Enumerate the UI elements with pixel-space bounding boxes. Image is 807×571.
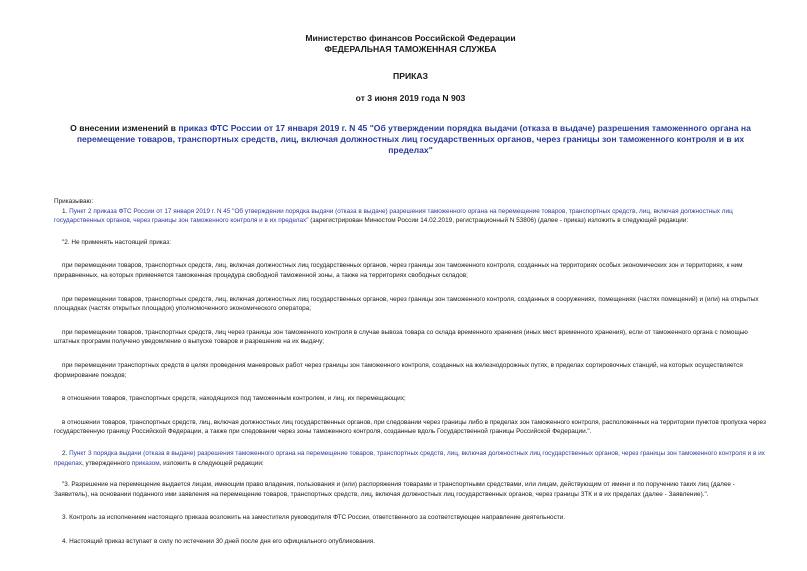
case-paragraph: в отношении товаров, транспортных средств, лиц, включая должностных лиц государственных органов, при следовании через границы либо в пределах зон таможенного контроля, расположенных на территории пунктов пропуска через государственную границу Российской Федерации, а также при следовании через зоны таможенного контроля, созданные вдоль Государственной границы Российской Федерации.". (54, 418, 766, 436)
item-2-number: 2. (62, 449, 70, 457)
paragraph-item-3: 3. Контроль за исполнением настоящего приказа возложить на заместителя руководителя ФТС России, ответственного за соответствующее направление деятельности. (62, 514, 566, 522)
item-1-link[interactable]: Пункт 2 приказа ФТС России от 17 января 2019 г. N 45 "Об утверждении порядка выдачи (отказа в выдаче) разрешения таможенного органа на перемещение товаров, транспортных средств, лиц, включая должностных лиц государственных органов, через границы зон таможенного контроля и в их пределах" (54, 207, 733, 225)
document-heading (64, 123, 757, 156)
item-2-mid: , утвержденного (81, 459, 132, 467)
case-paragraph: при перемещении товаров, транспортных средств, лиц через границы зон таможенного контроля в случае вывоза товара со склада временного хранения (иных мест временного хранения), если от таможенного органа с помощью штатных программ получено уведомление о выпуске товаров и разрешение на их выдачу; (54, 328, 748, 346)
case-paragraph: при перемещении товаров, транспортных средств, лиц, включая должностных лиц государственных органов, через границы зон таможенного контроля, созданных на территориях особых экономических зон и территориях, к ним приравненных, на которых применяется таможенная процедура свободной таможенной зоны, а также на территориях свободных складов; (54, 262, 743, 279)
service-name: ФЕДЕРАЛЬНАЯ ТАМОЖЕННАЯ СЛУЖБА (324, 44, 497, 54)
item-2-link[interactable]: Пункт 3 порядка выдачи (отказа в выдаче) разрешения таможенного органа на перемещение товаров, транспортных средств, лиц, включая должностных лиц государственных органов, через границы зон таможенного контроля и в их пределах (54, 449, 765, 467)
paragraph-item-4: 4. Настоящий приказ вступает в силу по истечении 30 дней после дня его официального опубликования. (62, 537, 376, 545)
ministry-name: Министерство финансов Российской Федерации (305, 33, 516, 43)
paragraph-item-1 (54, 207, 767, 226)
paragraph-item-2 (54, 449, 767, 468)
heading-order-link[interactable]: приказ ФТС России от 17 января 2019 г. N 45 "Об утверждении порядка выдачи (отказа в выдаче) разрешения таможенного органа на перемещение товаров, транспортных средств, лиц, включая должностных лиц государственных органов, через границы зон таможенного контроля и в их пределах" (76, 123, 751, 155)
heading-prefix: О внесении изменений в (70, 123, 179, 133)
item-1-text: (зарегистрирован Минюстом России 14.02.2019, регистрационный N 53806) (далее - приказ) изложить в следующей редакции: (308, 217, 689, 225)
intro-text: Приказываю: (54, 198, 94, 205)
item-2-text: , изложить в следующей редакции: (159, 459, 264, 467)
case-paragraph: при перемещении товаров, транспортных средств, лиц, включая должностных лиц государственных органов, через границы зон таможенного контроля, созданных в сооружениях, помещениях (частях помещений) и (или) на открытых площадках (частях открытых площадок) уполномоченного экономического оператора; (54, 295, 759, 313)
case-paragraph: в отношении товаров, транспортных средств, находящихся под таможенным контролем, и лиц, их перемещающих; (62, 395, 406, 403)
document-body (54, 197, 767, 546)
item-2-order-link[interactable]: приказом (131, 459, 160, 467)
document-type: ПРИКАЗ (393, 71, 428, 81)
document-date-number: от 3 июня 2019 года N 903 (355, 93, 466, 103)
case-paragraph: при перемещении транспортных средств в целях проведения маневровых работ через границы зон таможенного контроля, созданных на железнодорожных путях, в пределах сортировочных станций, на которых осуществляется формирование поездов; (54, 361, 743, 379)
item-2-quote: "3. Разрешение на перемещение выдается лицам, имеющим право владения, пользования и (или) распоряжения товарами и транспортными средствами, или лицам, действующим от имени и по поручению таких лиц (далее - Заявитель), на основании поданного ими заявления на перемещение товаров, транспортных средств, лиц, включая должностных лиц государственных органов, через границы ЗТК и в их пределах (далее - Заявление).". (54, 481, 735, 498)
item-1-number: 1. (62, 207, 70, 215)
quote-intro: "2. Не применять настоящий приказ: (62, 238, 171, 246)
